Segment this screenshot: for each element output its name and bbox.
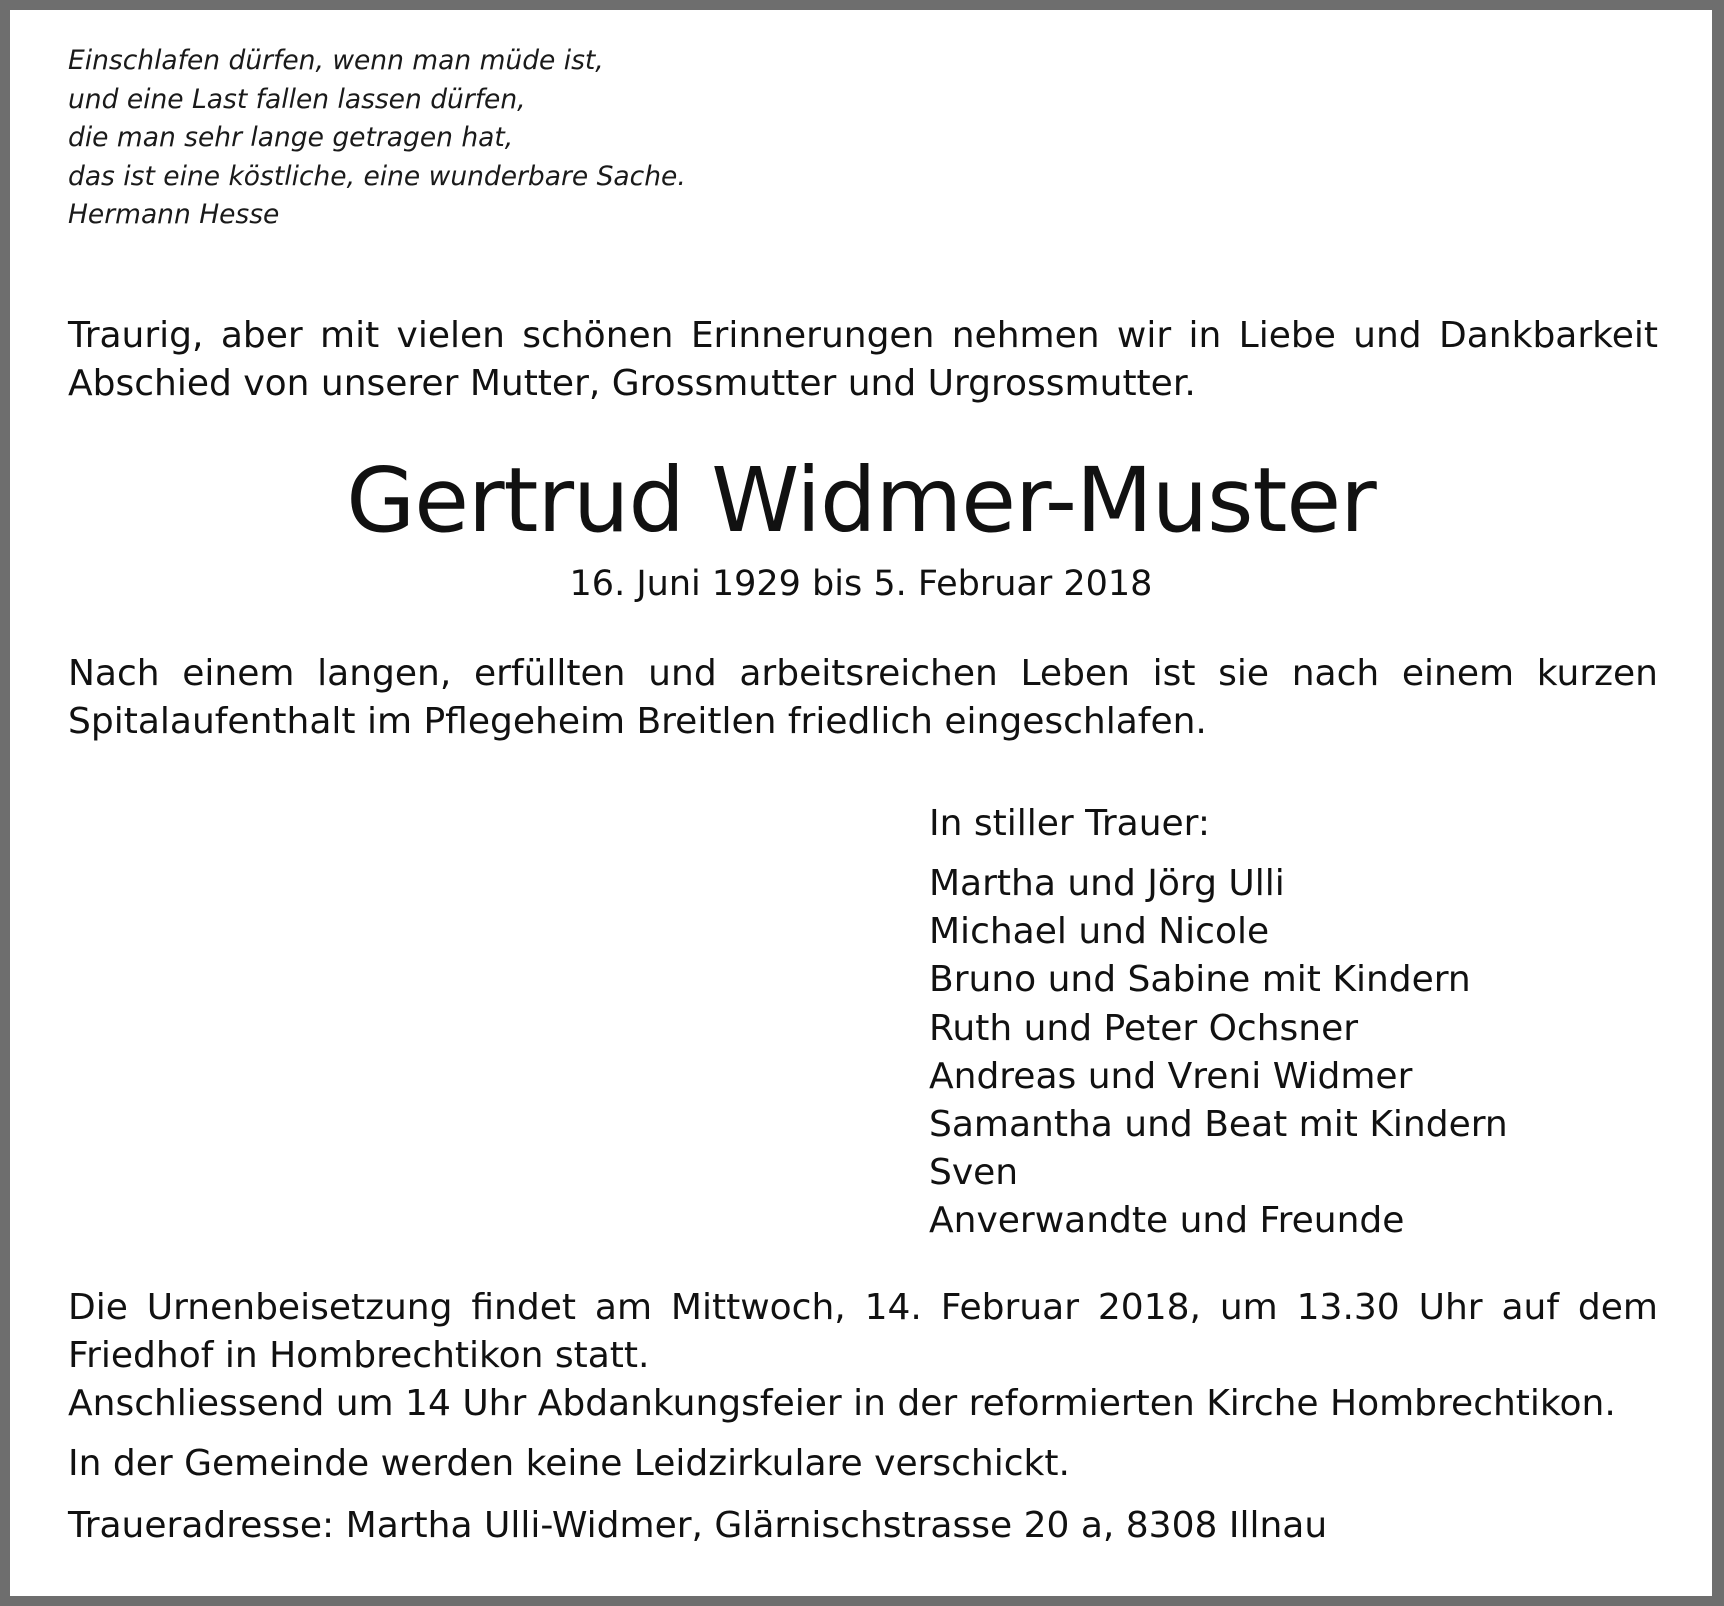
burial-line: Friedhof in Hombrechtikon statt.	[68, 1335, 650, 1376]
mourner-name: Michael und Nicole	[929, 911, 1270, 953]
intro-line: Traurig, aber mit vielen schönen Erinnerungen nehmen wir in Liebe und Dankbarkeit	[68, 315, 1658, 356]
intro-line: Abschied von unserer Mutter, Grossmutter und Urgrossmutter.	[68, 363, 1196, 404]
circular-notice: In der Gemeinde werden keine Leidzirkulare verschickt.	[68, 1443, 1070, 1484]
quote-line: die man sehr lange getragen hat,	[68, 122, 514, 153]
quote-line: Einschlafen dürfen, wenn man müde ist,	[68, 45, 604, 76]
mourner-name: Anverwandte und Freunde	[929, 1200, 1405, 1242]
mourner-name: Samantha und Beat mit Kindern	[929, 1104, 1508, 1146]
life-paragraph	[68, 650, 1658, 746]
life-dates: 16. Juni 1929 bis 5. Februar 2018	[569, 564, 1153, 604]
mourner-name: Bruno und Sabine mit Kindern	[929, 959, 1471, 1001]
mourning-address: Traueradresse: Martha Ulli-Widmer, Glärnischstrasse 20 a, 8308 Illnau	[68, 1505, 1328, 1546]
mourner-name: Andreas und Vreni Widmer	[929, 1055, 1413, 1097]
burial-paragraph	[68, 1284, 1658, 1380]
mourner-name: Ruth und Peter Ochsner	[929, 1007, 1359, 1049]
mourners-list	[929, 860, 1508, 1246]
burial-line: Die Urnenbeisetzung findet am Mittwoch, 14. Februar 2018, um 13.30 Uhr auf dem	[68, 1287, 1658, 1328]
hesse-quote	[68, 42, 686, 235]
life-line: Nach einem langen, erfüllten und arbeitsreichen Leben ist sie nach einem kurzen	[68, 653, 1658, 694]
mourner-name: Martha und Jörg Ulli	[929, 863, 1285, 904]
mourners-label: In stiller Trauer:	[929, 803, 1210, 844]
obituary-page	[10, 10, 1712, 1596]
life-line: Spitalaufenthalt im Pflegeheim Breitlen friedlich eingeschlafen.	[68, 701, 1207, 742]
quote-line: und eine Last fallen lassen dürfen,	[68, 83, 526, 115]
intro-paragraph	[68, 312, 1658, 408]
ceremony-notice: Anschliessend um 14 Uhr Abdankungsfeier in der reformierten Kirche Hombrechtikon.	[68, 1383, 1616, 1424]
deceased-name: Gertrud Widmer-Muster	[346, 448, 1376, 552]
mourners-block	[929, 800, 1508, 1246]
mourner-name: Sven	[929, 1152, 1019, 1194]
quote-line: das ist eine köstliche, eine wunderbare Sache.	[68, 160, 686, 192]
quote-author: Hermann Hesse	[68, 199, 280, 230]
